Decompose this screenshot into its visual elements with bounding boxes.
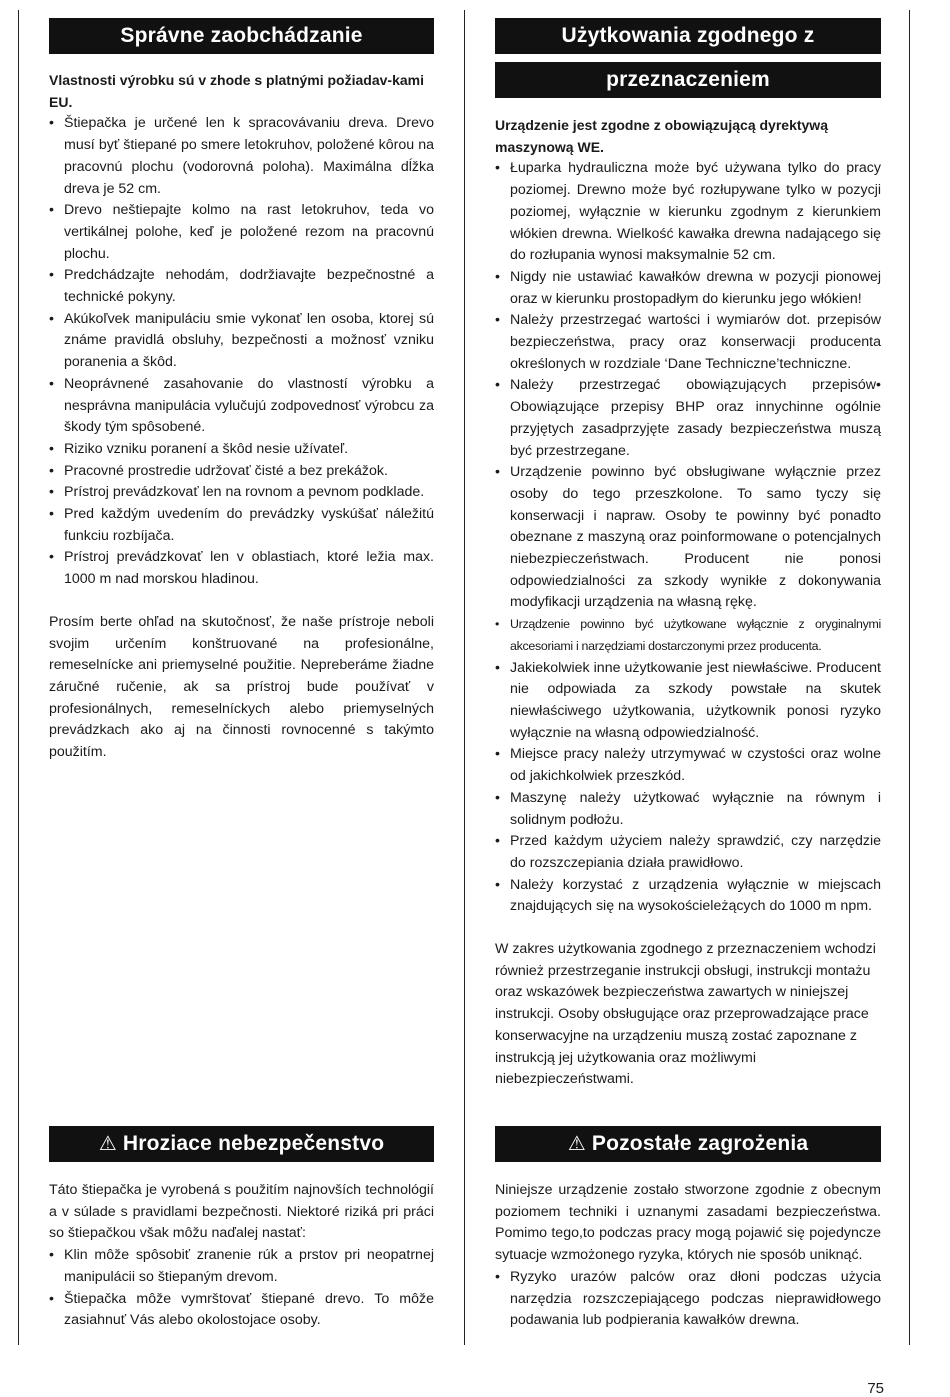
- list-item: • Przed każdym użyciem należy sprawdzić, czy narzędzie do rozszczepiania działa prawidłowo.: [495, 831, 881, 874]
- center-column-rule: [464, 10, 465, 1345]
- list-item: • Predchádzajte nehodám, dodržiavajte bezpečnostné a technické pokyny.: [49, 265, 434, 308]
- list-item: • Štiepačka je určené len k spracovávaniu dreva. Drevo musí byť štiepané po smere letokruhov, položené kôrou na pracovnú plochu (vodorovná poloha). Maximálna dĺžka dreva je 52 cm.: [49, 113, 434, 200]
- left-margin-rule: [18, 10, 19, 1345]
- warning-triangle-icon: ⚠: [567, 1133, 586, 1155]
- section-heading-line1: Użytkowania zgodnego z: [495, 18, 881, 54]
- page-number: 75: [867, 1380, 884, 1397]
- bullet-list: [495, 158, 881, 918]
- list-item: • Prístroj prevádzkovať len na rovnom a pevnom podklade.: [49, 482, 434, 504]
- left-section-proper-handling: [49, 18, 434, 764]
- list-item: • Należy korzystać z urządzenia wyłącznie w miejscach znajdujących się na wysokościeleżących do 1000 m npm.: [495, 875, 881, 918]
- paragraph: Prosím berte ohľad na skutočnosť, že naše prístroje neboli svojim určením konštruované na profesionálne, remeselnícke ani priemyselné použitie. Nepreberáme žiadne záručné ručenie, ak sa prístroj bude používať v profesionálnych, remeselníckych alebo priemyselných prevádzkach ako aj na činnosti rovnocenné s takýmto použitím.: [49, 613, 434, 761]
- list-item: • Należy przestrzegać wartości i wymiarów dot. przepisów bezpieczeństwa, pracy oraz konserwacji producenta określonych w rozdziale ‘Dane Techniczne’techniczne.: [495, 310, 881, 375]
- list-item: • Drevo neštiepajte kolmo na rast letokruhov, teda vo vertikálnej polohe, keď je položené rezom na pracovnú plochu.: [49, 200, 434, 265]
- list-item: • Maszynę należy użytkować wyłącznie na równym i solidnym podłożu.: [495, 788, 881, 831]
- list-item: • Štiepačka môže vymrštovať štiepané drevo. To môže zasiahnuť Vás alebo okolostojace osoby.: [49, 1289, 434, 1332]
- section-heading-text: Hroziace nebezpečenstvo: [122, 1132, 385, 1155]
- list-item: • Prístroj prevádzkovať len v oblastiach, ktoré ležia max. 1000 m nad morskou hladinou.: [49, 547, 434, 590]
- bullet-list: [49, 113, 434, 590]
- left-section-hazards: [49, 1126, 434, 1332]
- section-heading-line2: przeznaczeniem: [495, 62, 881, 98]
- list-item: • Nigdy nie ustawiać kawałków drewna w pozycji pionowej oraz w kierunku prostopadłym do kierunku jego włókien!: [495, 267, 881, 310]
- list-item: • Klin môže spôsobiť zranenie rúk a prstov pri neopatrnej manipulácii so štiepaným drevom.: [49, 1245, 434, 1288]
- bullet-list: [49, 1245, 434, 1332]
- list-item: • Urządzenie powinno być obsługiwane wyłącznie przez osoby do tego przeszkolone. To samo tyczy się konserwacji i napraw. Osoby te powinny być ponadto obeznane z maszyną oraz poinformowane o potencjalnych niebezpieczeństwach. Producent nie ponosi odpowiedzialności za szkody wynikłe z dokonywania modyfikacji urządzenia na własną rękę.: [495, 462, 881, 614]
- warning-triangle-icon: ⚠: [98, 1133, 117, 1155]
- section-heading: Správne zaobchádzanie: [49, 18, 434, 54]
- section-intro: Vlastnosti výrobku sú v zhode s platnými požiadav-kami EU.: [49, 72, 424, 110]
- bullet-list: [495, 1267, 881, 1332]
- list-item: • Neoprávnené zasahovanie do vlastností výrobku a nesprávna manipulácia vylučujú zodpovednosť výrobcu za škody tým spôsobené.: [49, 374, 434, 439]
- list-item: • Miejsce pracy należy utrzymywać w czystości oraz wolne od jakichkolwiek przeszkód.: [495, 744, 881, 787]
- list-item: • Riziko vzniku poranení a škôd nesie užívateľ.: [49, 439, 434, 461]
- paragraph: W zakres użytkowania zgodnego z przeznaczeniem wchodzi również przestrzeganie instrukcji obsługi, instrukcji montażu oraz wskazówek bezpieczeństwa zawartych w niniejszej instrukcji. Osoby obsługujące oraz przeprowadzające prace konserwacyjne na urządzeniu muszą zostać zapoznane z instrukcją jej użytkowania oraz możliwymi niebezpieczeństwami.: [495, 941, 876, 1088]
- list-item: • Ryzyko urazów palców oraz dłoni podczas użycia narzędzia rozszczepiającego podczas nieprawidłowego podawania lub podpierania kawałków drewna.: [495, 1267, 881, 1332]
- list-item: • Urządzenie powinno być użytkowane wyłącznie z oryginalnymi akcesoriami i narzędziami dostarczonymi przez producenta.: [495, 614, 881, 657]
- right-margin-rule: [909, 10, 910, 1345]
- section-heading: [495, 1126, 881, 1162]
- list-item: • Akúkoľvek manipuláciu smie vykonať len osoba, ktorej sú známe pravidlá obsluhy, bezpečnosti a možnosť vzniku poranenia a škôd.: [49, 309, 434, 374]
- paragraph: Niniejsze urządzenie zostało stworzone zgodnie z obecnym poziomem techniki i uznanymi zasadami bezpieczeństwa. Pomimo tego,to podczas pracy mogą pojawić się pojedyncze sytuacje wzmożonego ryzyka, których nie sposób uniknąć.: [495, 1182, 881, 1264]
- right-section-residual-risks: [495, 1126, 881, 1332]
- right-section-intended-use: [495, 18, 881, 1091]
- list-item: • Łuparka hydrauliczna może być używana tylko do pracy poziomej. Drewno może być rozłupywane tylko w pozycji poziomej, wyłącznie w kierunku zgodnym z kierunkiem włókien drewna. Wielkość kawałka drewna nadającego się do rozłupania wynosi maksymalnie 52 cm.: [495, 158, 881, 267]
- section-heading-text: Pozostałe zagrożenia: [591, 1132, 809, 1155]
- list-item: • Jakiekolwiek inne użytkowanie jest niewłaściwe. Producent nie odpowiada za szkody powstałe na skutek niewłaściwego użytkowania, użytkownik ponosi ryzyko wyłącznie na własną odpowiedzialność.: [495, 658, 881, 745]
- list-item: • Należy przestrzegać obowiązujących przepisów• Obowiązujące przepisy BHP oraz innychinne ogólnie przyjętych zasadprzyjęte zasady bezpieczeństwa muszą być przestrzegane.: [495, 375, 881, 462]
- paragraph: Táto štiepačka je vyrobená s použitím najnovších technológií a v súlade s pravidlami bezpečnosti. Niektoré riziká pri práci so štiepačkou však môžu naďalej nastať:: [49, 1182, 434, 1242]
- list-item: • Pred každým uvedením do prevádzky vyskúšať náležitú funkciu rozbíjača.: [49, 504, 434, 547]
- list-item: • Pracovné prostredie udržovať čisté a bez prekážok.: [49, 461, 434, 483]
- section-heading: [49, 1126, 434, 1162]
- section-intro: Urządzenie jest zgodne z obowiązującą dyrektywą maszynową WE.: [495, 117, 828, 155]
